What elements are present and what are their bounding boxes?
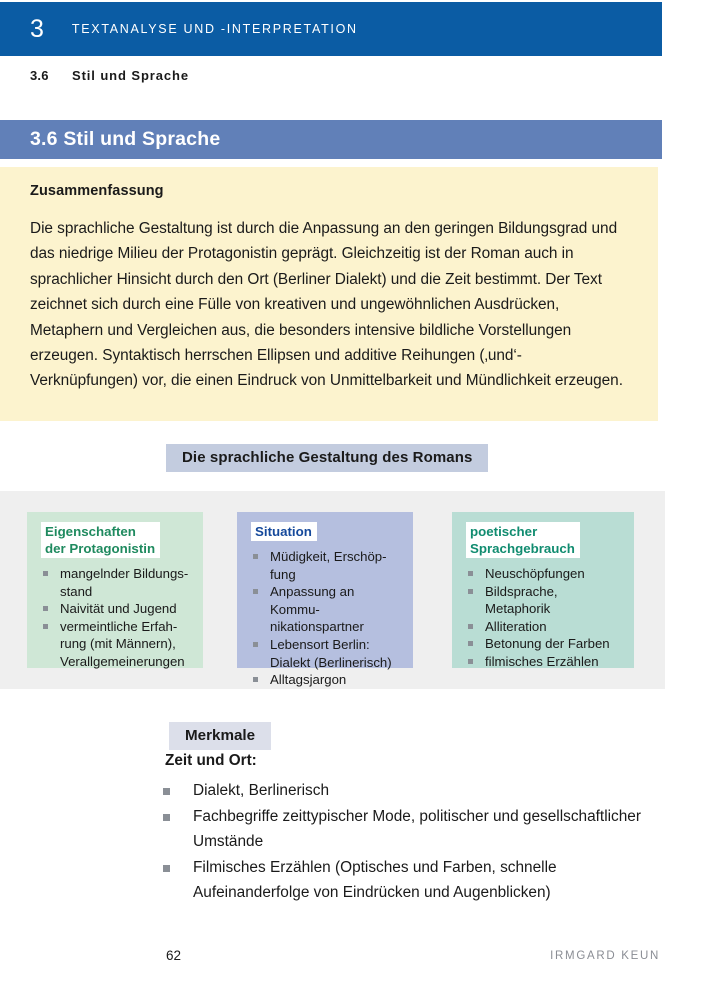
- diagram-title: Die sprachliche Gestaltung des Romans: [166, 444, 488, 472]
- list-item: Fachbegriffe zeittypischer Mode, politischer und gesellschaftlicher Umstände: [163, 804, 673, 855]
- list-item: Anpassung an Kommu- nikationspartner: [251, 583, 403, 636]
- footer-author: IRMGARD KEUN: [550, 950, 660, 962]
- summary-heading: Zusammenfassung: [30, 183, 164, 199]
- list-item: mangelnder Bildungs- stand: [41, 565, 193, 600]
- merkmale-list: [163, 778, 673, 906]
- diagram-box-situation: [237, 512, 413, 688]
- list-item: Naivität und Jugend: [41, 600, 193, 618]
- list-item: Neuschöpfungen: [466, 565, 624, 583]
- running-head-bar: [0, 2, 662, 56]
- diagram-box-eigenschaften: [27, 512, 203, 668]
- diagram-panel: [0, 491, 665, 689]
- diagram-box-list: [466, 565, 624, 671]
- list-item: Bildsprache, Metaphorik: [466, 583, 624, 618]
- list-item: Müdigkeit, Erschöp- fung: [251, 548, 403, 583]
- list-item: vermeintliche Erfah- rung (mit Männern), Verallgemeinerungen: [41, 618, 193, 671]
- list-item: Dialekt, Berlinerisch: [163, 778, 673, 804]
- section-title: 3.6 Stil und Sprache: [30, 128, 221, 150]
- summary-body: Die sprachliche Gestaltung ist durch die Anpassung an den geringen Bildungsgrad und das niedrige Milieu der Protagonistin geprägt. Gleichzeitig ist der Roman auch in sprachlicher Hinsicht durch den Ort (Berliner Dialekt) und die Zeit bestimmt. Der Text zeichnet sich durch eine Fülle von kreativen und ungewöhnlichen Ausdrücken, Metaphern und Vergleichen aus, die besonders intensive bildliche Vorstellungen erzeugen. Syntaktisch herrschen Ellipsen und additive Reihungen (‚und‘-Verknüpfungen) vor, die einen Eindruck von Unmittelbarkeit und Mündlichkeit erzeugen.: [30, 220, 623, 390]
- list-item: Alltagsjargon: [251, 671, 403, 689]
- diagram-box-label: [41, 522, 160, 558]
- diagram-box-list: [251, 548, 403, 689]
- merkmale-subheading: Zeit und Ort:: [165, 752, 257, 769]
- diagram-box-label-line-2: der Protagonistin: [45, 541, 156, 556]
- diagram-box-label-line-1: Eigenschaften: [45, 524, 136, 539]
- page-number: 62: [166, 948, 182, 963]
- diagram-box-label-line-1: Situation: [255, 524, 312, 539]
- list-item: Lebensort Berlin: Dialekt (Berlinerisch): [251, 636, 403, 671]
- diagram-box-label: [466, 522, 580, 558]
- list-item: filmisches Erzählen: [466, 653, 624, 671]
- section-title-bar: [0, 120, 662, 159]
- chapter-title: TEXTANALYSE UND -INTERPRETATION: [71, 22, 358, 36]
- diagram-box-poetischer-sprachgebrauch: [452, 512, 634, 668]
- summary-block: [0, 167, 658, 421]
- diagram-box-label-line-2: Sprachgebrauch: [470, 541, 575, 556]
- chapter-number: 3: [30, 14, 44, 43]
- diagram-box-list: [41, 565, 193, 671]
- subsection-number: 3.6: [30, 68, 49, 83]
- subsection-breadcrumb: [30, 68, 189, 83]
- diagram-box-label: [251, 522, 317, 541]
- list-item: Alliteration: [466, 618, 624, 636]
- list-item: Betonung der Farben: [466, 635, 624, 653]
- list-item: Filmisches Erzählen (Optisches und Farben, schnelle Aufeinanderfolge von Eindrücken und Augenblicken): [163, 855, 673, 906]
- diagram-box-label-line-1: poetischer: [470, 524, 538, 539]
- subsection-title: Stil und Sprache: [72, 68, 189, 83]
- merkmale-label: Merkmale: [169, 722, 271, 750]
